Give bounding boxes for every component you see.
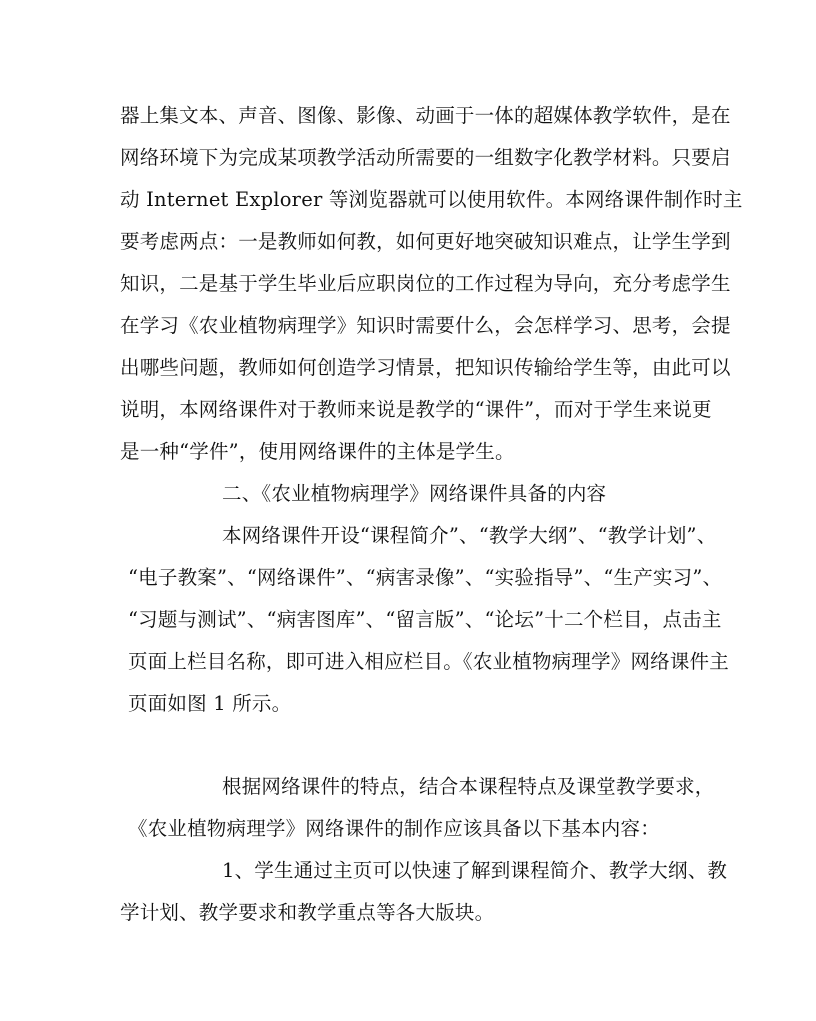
text-line-3: 动 Internet Explorer 等浏览器就可以使用软件。本网络课件制作时主 xyxy=(120,188,743,211)
text-line-7: 出哪些问题，教师如何创造学习情景，把知识传输给学生等，由此可以 xyxy=(120,356,731,379)
text-line-1: 器上集文本、声音、图像、影像、动画于一体的超媒体教学软件，是在 xyxy=(120,104,731,127)
text-line-11: 本网络课件开设“课程简介”、“教学大纲”、“教学计划”、 xyxy=(222,524,717,547)
text-line-13: “习题与测试”、“病害图库”、“留言版”、“论坛”十二个栏目，点击主 xyxy=(128,608,722,631)
text-line-19: 学计划、教学要求和教学重点等各大版块。 xyxy=(120,901,495,924)
text-line-6: 在学习《农业植物病理学》知识时需要什么，会怎样学习、思考，会提 xyxy=(120,314,731,337)
text-line-18: 1、学生通过主页可以快速了解到课程简介、教学大纲、教 xyxy=(222,859,728,882)
text-line-8: 说明，本网络课件对于教师来说是教学的“课件”，而对于学生来说更 xyxy=(120,398,712,421)
section-heading: 二、《农业植物病理学》网络课件具备的内容 xyxy=(222,482,607,505)
text-line-9: 是一种“学件”，使用网络课件的主体是学生。 xyxy=(120,440,515,463)
text-line-14: 页面上栏目名称，即可进入相应栏目。《农业植物病理学》网络课件主 xyxy=(128,650,729,673)
text-line-12: “电子教案”、“网络课件”、“病害录像”、“实验指导”、“生产实习”、 xyxy=(128,566,723,589)
text-line-15: 页面如图 1 所示。 xyxy=(128,692,292,715)
text-line-16: 根据网络课件的特点，结合本课程特点及课堂教学要求， xyxy=(222,775,715,798)
text-line-17: 《农业植物病理学》网络课件的制作应该具备以下基本内容： xyxy=(128,817,660,840)
text-line-2: 网络环境下为完成某项教学活动所需要的一组数字化教学材料。只要启 xyxy=(120,146,731,169)
text-line-5: 知识，二是基于学生毕业后应职岗位的工作过程为导向，充分考虑学生 xyxy=(120,272,731,295)
text-line-4: 要考虑两点：一是教师如何教，如何更好地突破知识难点，让学生学到 xyxy=(120,230,731,253)
